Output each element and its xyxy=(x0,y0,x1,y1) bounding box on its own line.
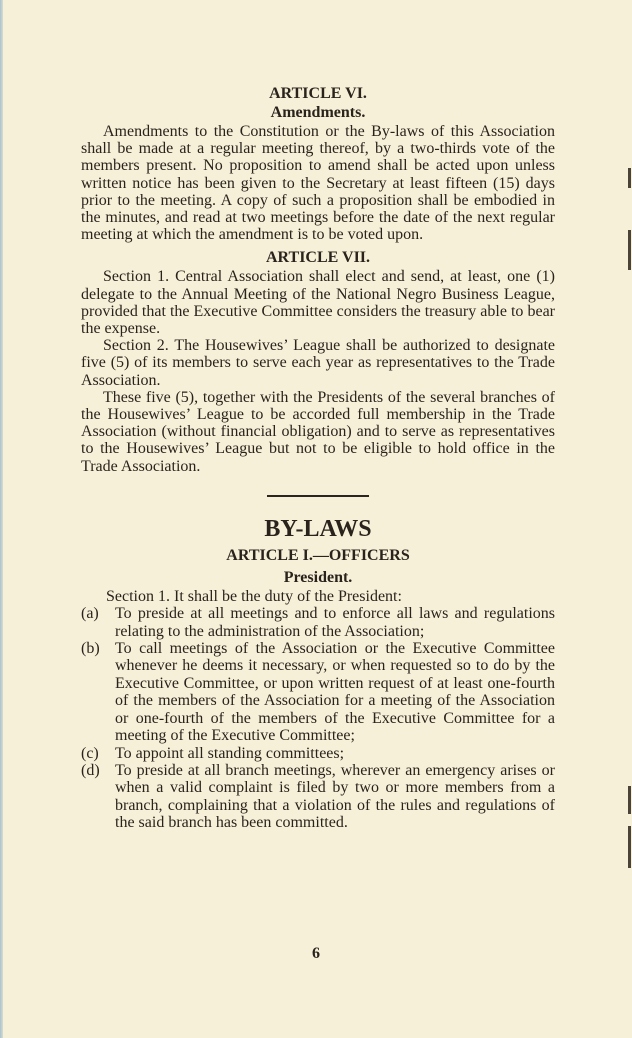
article-vii-section-2: Section 2. The Housewives’ League shall be authorized to designate five (5) of its members to serve each year as representatives to the Trade Association. xyxy=(81,337,555,389)
article-vii-representatives-paragraph: These five (5), together with the Presidents of the several branches of the Housewives’ League to be accorded full membership in the Trade Association (without financial obligation) and to serve as representatives to the Housewives’ League but not to be eligible to hold office in the Trade Association. xyxy=(81,388,555,475)
document-page xyxy=(81,80,555,832)
president-section-1: Section 1. It shall be the duty of the President: xyxy=(106,587,402,605)
president-duty-d xyxy=(81,762,555,832)
right-edge-mark xyxy=(628,826,631,868)
duty-label: (d) xyxy=(81,761,100,779)
right-edge-mark xyxy=(628,168,631,188)
article-vii-section-1: Section 1. Central Association shall elect and send, at least, one (1) delegate to the Annual Meeting of the National Negro Business League, provided that the Executive Committee considers the treasury able to bear the expense. xyxy=(81,268,555,338)
duty-label: (a) xyxy=(81,605,99,623)
president-duty-c xyxy=(81,745,555,762)
duty-text: To preside at all meetings and to enforce all laws and regulations relating to the administration of the Association; xyxy=(115,605,555,640)
president-duty-a xyxy=(81,605,555,640)
president-subtitle: President. xyxy=(283,568,353,586)
article-vi-paragraph: Amendments to the Constitution or the By-laws of this Association shall be made at a regular meeting thereof, by a two-thirds vote of the members present. No proposition to amend shall be acted upon unless written notice has been given to the Secretary at least fifteen (15) days prior to the meeting. A copy of such a proposition shall be embodied in the minutes, and read at two meetings before the date of the next regular meeting at which the amendment is to be voted upon. xyxy=(81,123,555,244)
duty-label: (b) xyxy=(81,640,100,658)
duty-label: (c) xyxy=(81,744,99,762)
president-duty-b xyxy=(81,640,555,744)
duty-text: To appoint all standing committees; xyxy=(115,744,345,762)
article-vii-title: ARTICLE VII. xyxy=(265,249,371,267)
section-divider xyxy=(267,495,369,498)
right-edge-mark xyxy=(628,786,631,814)
president-duties-list xyxy=(81,605,555,831)
article-vi-title: ARTICLE VI. xyxy=(269,85,367,102)
article-i-officers-title: ARTICLE I.—OFFICERS xyxy=(226,546,410,564)
duty-text: To call meetings of the Association or the Executive Committee whenever he deems it necessary, or when requested so to do by the Executive Committee, or upon written request of at least one-fourth of the members of the Association for a meeting of the Association or one-fourth of the members of the Executive Committee for a meeting of the Executive Committee; xyxy=(115,640,555,745)
right-edge-mark xyxy=(628,230,631,270)
article-vi-subtitle: Amendments. xyxy=(270,104,366,121)
duty-text: To preside at all branch meetings, wherever an emergency arises or when a valid complaint is filed by two or more members from a branch, complaining that a violation of the rules and regulations of the said branch has been committed. xyxy=(115,761,555,832)
bylaws-title: BY-LAWS xyxy=(264,515,372,542)
left-edge-binding xyxy=(0,0,3,1038)
page-number: 6 xyxy=(312,945,320,962)
